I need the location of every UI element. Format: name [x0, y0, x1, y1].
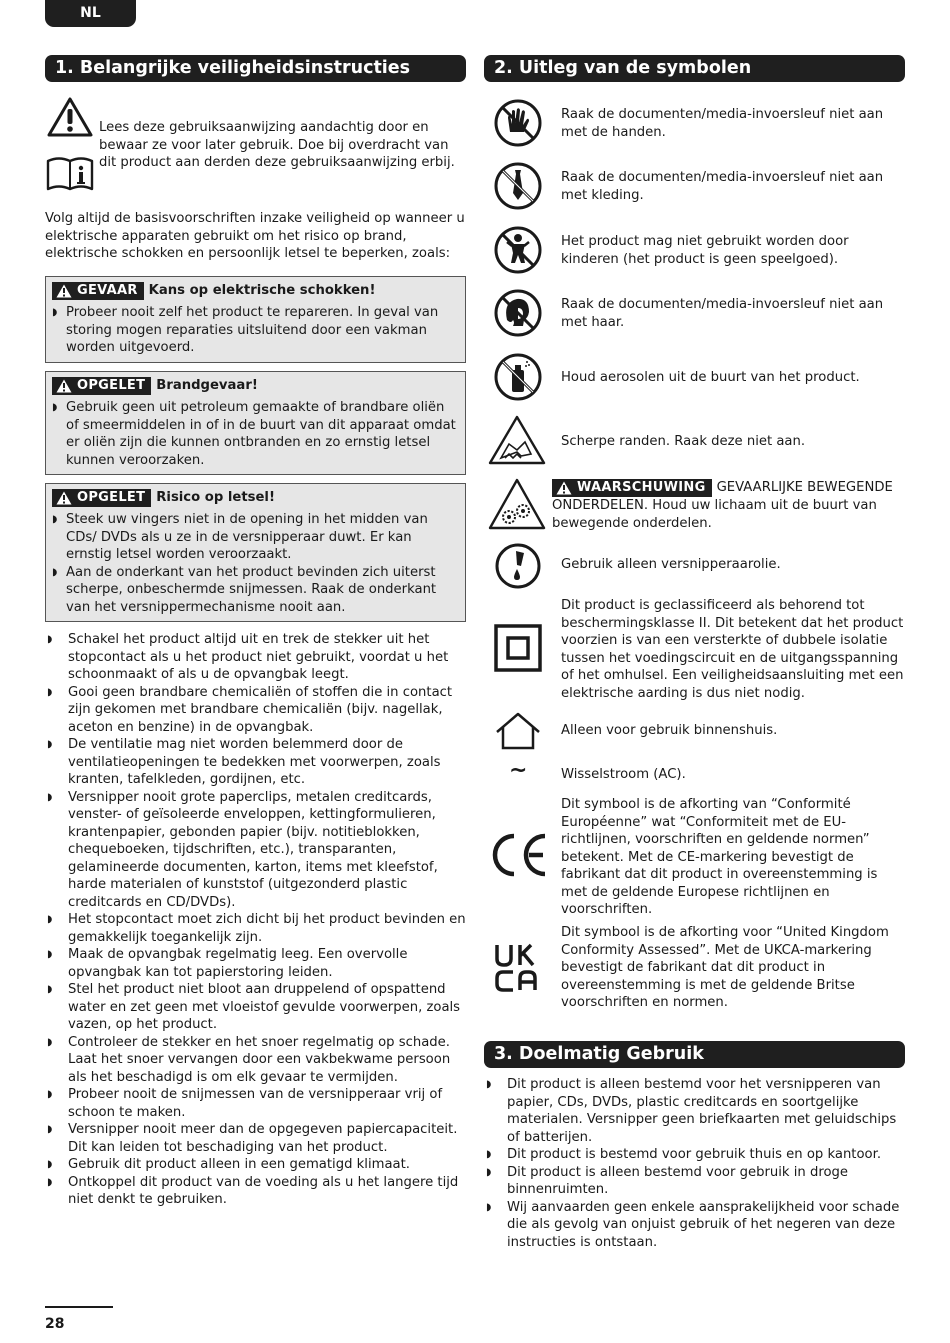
symbol-text: Het product mag niet gebruikt worden door kinderen (het product is geen speelgoed).: [561, 234, 849, 267]
list-item: ◗ Ontkoppel dit product van de voeding als u het langere tijd niet denkt te gebruiken.: [45, 1174, 467, 1209]
language-tab: NL: [45, 0, 136, 27]
list-item: ◗ Gooi geen brandbare chemicaliën of stoffen die in contact zijn gekomen met brandbare chemicaliën (bijv. nagellak, aceton en benzine) in de opvangbak.: [45, 684, 467, 737]
no-aerosol-icon: [493, 352, 543, 402]
symbol-text: Dit product is geclassificeerd als behorend tot beschermingsklasse II. Dit betekent dat het product voorzien is van een versterkte of dubbele isolatie tussen het voedingscircuit en de uitgangsspanning of het omhulsel. Een veiligheidsaansluiting met een elektrische aarding is dus niet nodig.: [561, 598, 904, 701]
symbol-text: Wisselstroom (AC).: [561, 767, 686, 782]
symbol-row: [487, 98, 907, 150]
no-hands-icon: [493, 98, 543, 148]
symbol-text: Raak de documenten/media-invoersleuf niet aan met haar.: [561, 297, 884, 330]
warning-triangle-icon: [56, 284, 72, 298]
symbol-text: Scherpe randen. Raak deze niet aan.: [561, 434, 806, 449]
symbol-text: Raak de documenten/media-invoersleuf niet aan met kleding.: [561, 170, 884, 203]
list-item: ◗ Het stopcontact moet zich dicht bij het product bevinden en gemakkelijk toegankelijk zijn.: [45, 911, 467, 946]
symbol-row: [487, 758, 907, 788]
caution-badge: [52, 377, 151, 395]
class-ii-icon: [493, 623, 543, 673]
symbol-text: Dit symbool is de afkorting voor “United Kingdom Conformity Assessed”. Met de UKCA-markering bevestigt de fabrikant dat dit product in overeenstemming is met de geldende Britse voorschriften en normen.: [561, 925, 889, 1010]
symbol-row: [487, 288, 907, 340]
danger-box-electric: [45, 276, 466, 363]
safety-bullet-list: [45, 631, 467, 1209]
warning-triangle-icon: [56, 491, 72, 505]
list-item: ◗ Stel het product niet bloot aan druppelend of opspattend water en zet geen met vloeistof gevulde voorwerpen, zoals vazen, op het product.: [45, 981, 467, 1034]
box-title: Brandgevaar!: [156, 378, 258, 394]
list-item: ◗ Steek uw vingers niet in de opening in het midden van CDs/ DVDs als u ze in de versnipperaar duwt. Er kan ernstig letsel worden veroorzaakt.: [52, 511, 457, 564]
list-item: ◗ Gebruik dit product alleen in een gematigd klimaat.: [45, 1156, 467, 1174]
list-item: ◗ Wij aanvaarden geen enkele aansprakelijkheid voor schade die als gevolg van onjuist gebruik of het negeren van deze instructies is ontstaan.: [484, 1199, 905, 1252]
symbol-row: [487, 796, 907, 920]
section-3-heading: 3. Doelmatig Gebruik: [484, 1041, 905, 1068]
warning-badge: [552, 479, 712, 497]
manual-info-icon: [45, 155, 95, 193]
symbol-text: Dit symbool is de afkorting van “Conformité Européenne” wat “Conformiteit met de EU-richtlijnen, voorschriften en geldende normen” betekent. Met de CE-markering bevestigt de fabrikant dat dit product in overeenstemming is met de geldende Europese richtlijnen en voorschriften.: [561, 797, 878, 917]
symbol-row: [487, 414, 907, 466]
warning-triangle-icon: [556, 481, 572, 495]
symbol-row: [487, 597, 907, 707]
page-number: 28: [45, 1316, 65, 1332]
symbol-text-body: GEVAARLIJKE BEWEGENDE ONDERDELEN. Houd uw lichaam uit de buurt van bewegende onderdelen.: [552, 480, 893, 531]
box-title: Risico op letsel!: [156, 490, 275, 506]
section-1-heading: 1. Belangrijke veiligheidsinstructies: [45, 55, 466, 82]
ce-icon: [484, 831, 550, 879]
symbol-text: Alleen voor gebruik binnenshuis.: [561, 723, 778, 738]
list-item: ◗ Controleer de stekker en het snoer regelmatig op schade. Laat het snoer vervangen door een vakbekwame persoon als het beschadigd is om elk gevaar te vermijden.: [45, 1034, 467, 1087]
ukca-icon: [493, 942, 543, 994]
caution-badge: [52, 489, 151, 507]
symbol-text: [552, 479, 907, 532]
badge-label: GEVAAR: [77, 283, 138, 299]
section-2-heading: 2. Uitleg van de symbolen: [484, 55, 905, 82]
caution-box-fire: [45, 371, 466, 475]
symbol-row: [487, 542, 907, 590]
symbol-row: [487, 352, 907, 404]
danger-badge: [52, 282, 144, 300]
list-item: ◗ Probeer nooit de snijmessen van de versnipperaar vrij of schoon te maken.: [45, 1086, 467, 1121]
intro-text: Lees deze gebruiksaanwijzing aandachtig door en bewaar ze voor later gebruik. Doe bij overdracht van dit product aan derden deze gebruiksaanwijzing erbij.: [99, 120, 455, 170]
list-item: ◗ Maak de opvangbak regelmatig leeg. Een overvolle opvangbak kan tot papierstoring leiden.: [45, 946, 467, 981]
list-item: ◗ Dit product is alleen bestemd voor gebruik in droge binnenruimten.: [484, 1164, 905, 1199]
list-item: ◗ Aan de onderkant van het product bevinden zich uiterst scherpe, onbeschermde snijmessen. Raak de onderkant van het versnippermechanisme nooit aan.: [52, 564, 457, 617]
no-hair-icon: [493, 288, 543, 338]
sharp-edges-icon: [487, 414, 547, 466]
box-title: Kans op elektrische schokken!: [148, 283, 376, 299]
symbol-text: Houd aerosolen uit de buurt van het product.: [561, 370, 860, 385]
general-safety-text: Volg altijd de basisvoorschriften inzake veiligheid op wanneer u elektrische apparaten gebruikt om het risico op brand, elektrische schokken en persoonlijk letsel te beperken, zoals:: [45, 211, 465, 261]
symbol-text: Gebruik alleen versnipperaarolie.: [561, 557, 781, 572]
no-tie-icon: [493, 161, 543, 211]
symbol-row: [487, 225, 907, 277]
intended-use-list: [484, 1076, 905, 1251]
warning-triangle-icon: [46, 96, 94, 138]
moving-parts-icon: [487, 477, 547, 531]
list-item: ◗ Versnipper nooit grote paperclips, metalen creditcards, venster- of geïsoleerde enveloppen, kettingformulieren, krantenpapier, gebonden papier (bijv. notitieblokken, chequeboeken, tijdschriften, etc.), transparanten, gelamineerde documenten, karton, items met kleefstof, harde materialen of kunststof (uitgezonderd plastic creditcards en CD/DVDs).: [45, 789, 467, 912]
list-item: ◗ De ventilatie mag niet worden belemmerd door de ventilatieopeningen te bedekken met voorwerpen, zoals kranten, tafelkleden, gordijnen, etc.: [45, 736, 467, 789]
symbol-row: [487, 161, 907, 213]
list-item: ◗ Versnipper nooit meer dan de opgegeven papiercapaciteit. Dit kan leiden tot beschadiging van het product.: [45, 1121, 467, 1156]
symbol-row: [487, 924, 907, 1016]
indoor-icon: [494, 711, 542, 751]
list-item: ◗ Probeer nooit zelf het product te repareren. In geval van storing mogen reparaties uitsluitend door een vakman worden uitgevoerd.: [52, 304, 457, 357]
symbol-row: [487, 711, 907, 753]
badge-label: OPGELET: [77, 490, 146, 506]
badge-label: WAARSCHUWING: [577, 480, 706, 496]
ac-icon: ~: [509, 758, 528, 783]
caution-box-injury: [45, 483, 466, 622]
oil-icon: [493, 542, 543, 590]
no-children-icon: [493, 225, 543, 275]
list-item: ◗ Schakel het product altijd uit en trek de stekker uit het stopcontact als u het product niet gebruikt, voordat u het schoonmaakt of als u de opvangbak leegt.: [45, 631, 467, 684]
list-item: ◗ Gebruik geen uit petroleum gemaakte of brandbare oliën of smeermiddelen in of in de buurt van dit apparaat omdat er oliën zijn die kunnen ontbranden en zo ernstig letsel kunnen veroorzaken.: [52, 399, 457, 469]
symbol-text: Raak de documenten/media-invoersleuf niet aan met de handen.: [561, 107, 884, 140]
list-item: ◗ Dit product is alleen bestemd voor het versnipperen van papier, CDs, DVDs, plastic creditcards en soortgelijke materialen. Versnipper geen briefkaarten met geluidschips of batterijen.: [484, 1076, 905, 1146]
warning-triangle-icon: [56, 379, 72, 393]
badge-label: OPGELET: [77, 378, 146, 394]
footer-rule: [45, 1306, 113, 1308]
symbol-row: [487, 477, 907, 533]
list-item: ◗ Dit product is bestemd voor gebruik thuis en op kantoor.: [484, 1146, 905, 1164]
